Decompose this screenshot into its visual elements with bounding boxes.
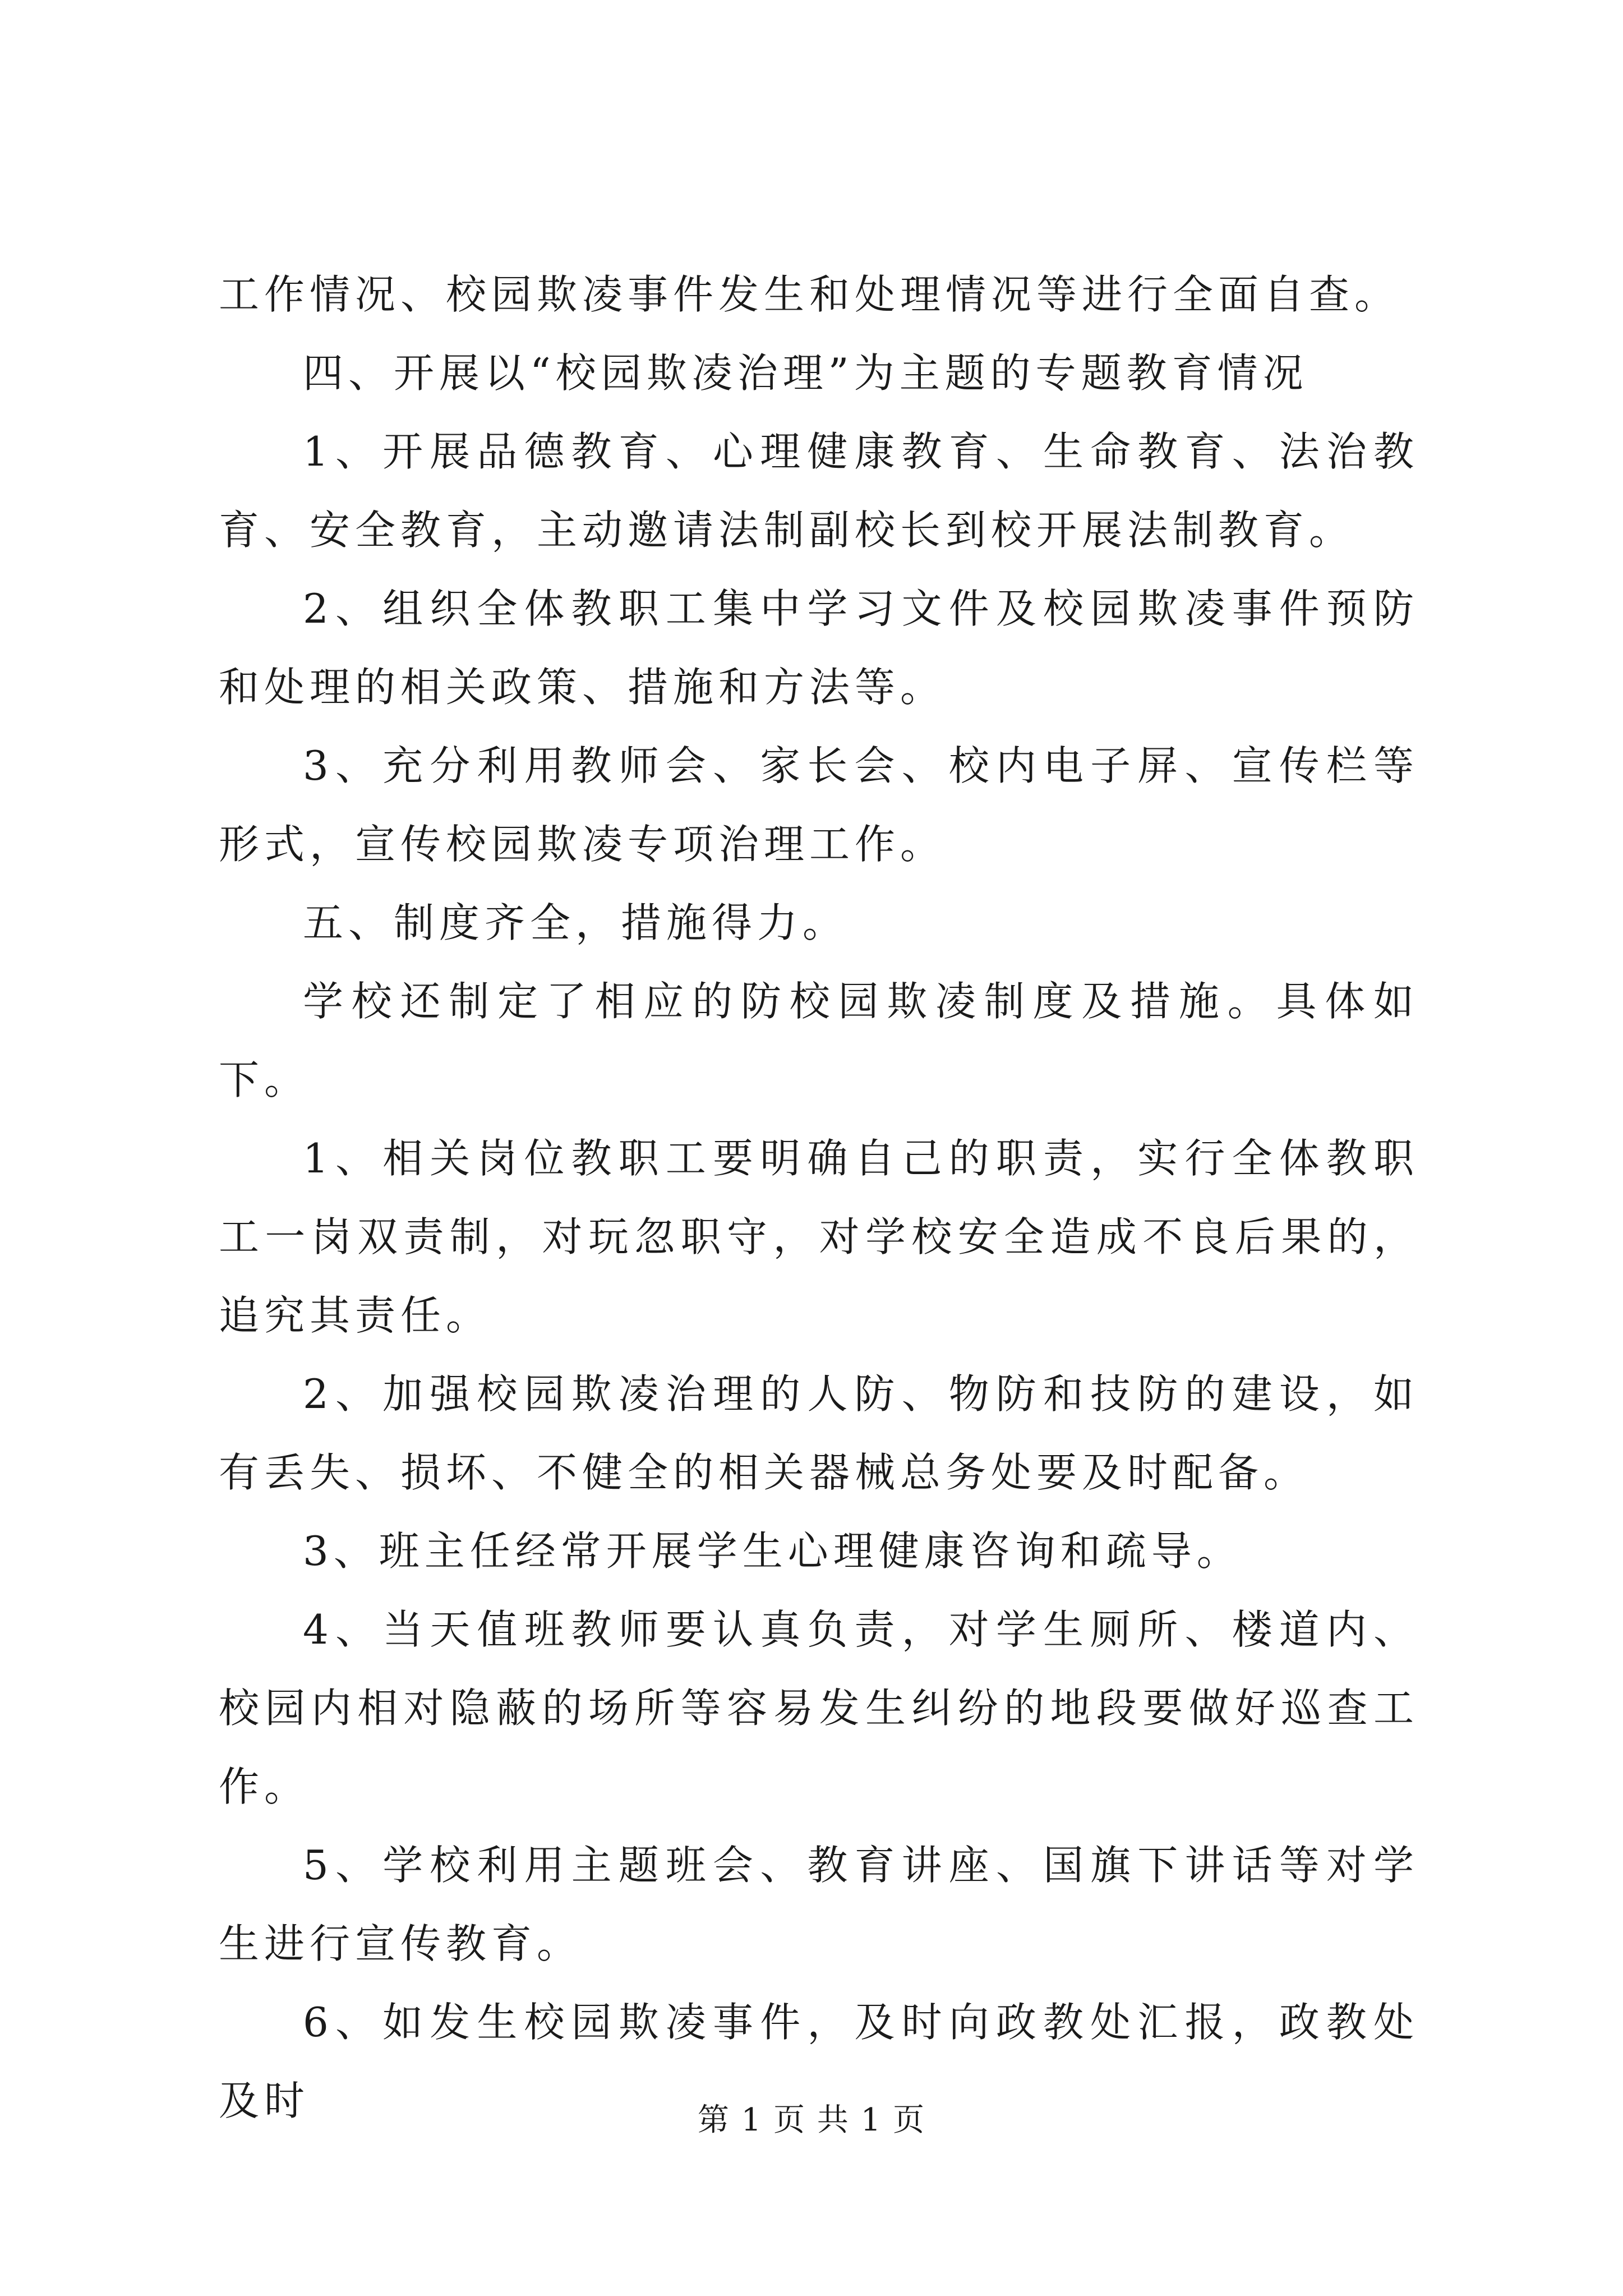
list-item: 3、充分利用教师会、家长会、校内电子屏、宣传栏等形式，宣传校园欺凌专项治理工作。 [219,742,1419,868]
list-item: 4、当天值班教师要认真负责，对学生厕所、楼道内、校园内相对隐蔽的场所等容易发生纠纷的地段要做好巡查工作。 [219,1606,1419,1810]
paragraph: 工作情况、校园欺凌事件发生和处理情况等进行全面自查。 [219,271,1400,318]
section-heading: 五、制度齐全，措施得力。 [303,899,849,946]
section-heading: 四、开展以“校园欺凌治理”为主题的专题教育情况 [303,349,1308,397]
paragraph: 学校还制定了相应的防校园欺凌制度及措施。具体如下。 [219,978,1419,1103]
list-item: 1、开展品德教育、心理健康教育、生命教育、法治教育、安全教育，主动邀请法制副校长到校开展法制教育。 [219,428,1419,554]
page-footer: 第 1 页 共 1 页 [697,2102,926,2138]
document-body [219,255,1419,2140]
list-item: 3、班主任经常开展学生心理健康咨询和疏导。 [303,1527,1242,1575]
list-item: 1、相关岗位教职工要明确自己的职责，实行全体教职工一岗双责制，对玩忽职守，对学校安全造成不良后果的，追究其责任。 [219,1135,1419,1339]
list-item: 5、学校利用主题班会、教育讲座、国旗下讲话等对学生进行宣传教育。 [219,1842,1419,1967]
list-item: 2、加强校园欺凌治理的人防、物防和技防的建设，如有丢失、损坏、不健全的相关器械总务处要及时配备。 [219,1370,1419,1496]
list-item: 6、如发生校园欺凌事件，及时向政教处汇报，政教处及时 [219,1999,1419,2124]
list-item: 2、组织全体教职工集中学习文件及校园欺凌事件预防和处理的相关政策、措施和方法等。 [219,585,1419,711]
